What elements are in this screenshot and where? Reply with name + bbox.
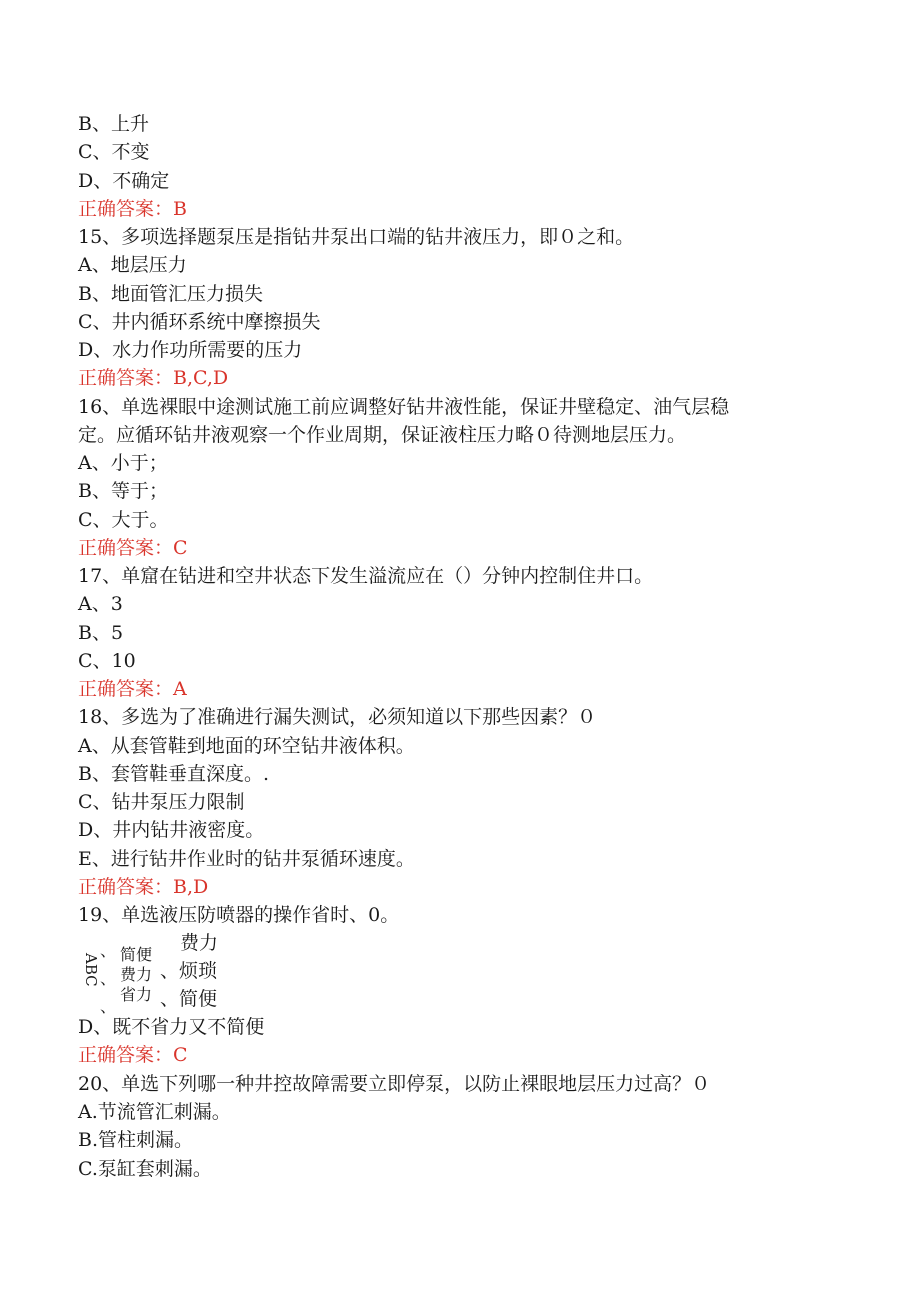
text-line: D、既不省力又不简便 xyxy=(78,1016,265,1038)
text-line: B、地面管汇压力损失 xyxy=(78,282,263,305)
garbled-big-1: 费力 xyxy=(180,932,219,954)
text-line: A.节流管汇刺漏。 xyxy=(78,1100,231,1123)
text-line: A、小于； xyxy=(78,452,168,474)
garbled-small-1: 简便 xyxy=(120,945,153,964)
garbled-comma-1: 、 xyxy=(100,941,117,960)
text-line: 18、多选为了准确进行漏失测试，必须知道以下那些因素？０ xyxy=(78,706,597,729)
answer-line: 正确答案：B,D xyxy=(78,875,209,898)
text-line: D、井内钻井液密度。 xyxy=(78,819,265,842)
text-line: B、等于； xyxy=(78,480,168,503)
text-line: A、地层压力 xyxy=(78,254,187,277)
text-line: B、套管鞋垂直深度。. xyxy=(78,762,270,785)
text-line: C、大于。 xyxy=(78,508,169,531)
text-line: E、进行钻井作业时的钻井泵循环速度。 xyxy=(78,847,415,870)
garbled-comma-2: 、 xyxy=(100,969,117,988)
answer-line: 正确答案：C xyxy=(78,1044,188,1067)
answer-line: 正确答案：A xyxy=(78,678,187,700)
text-line: B.管柱刺漏。 xyxy=(78,1129,194,1152)
text-line: A、从套管鞋到地面的环空钻井液体积。 xyxy=(78,734,415,757)
text-line: D、不确定 xyxy=(78,169,170,192)
options-letters: ABC xyxy=(82,953,100,987)
text-line: 16、单选裸眼中途测试施工前应调整好钻井液性能，保证井壁稳定、油气层稳 xyxy=(78,395,730,418)
garbled-big-2: 、烦琐 xyxy=(160,960,218,982)
garbled-big-3: 、简便 xyxy=(160,988,218,1010)
answer-line: 正确答案：C xyxy=(78,536,188,559)
text-line: C、钻井泵压力限制 xyxy=(78,791,245,813)
text-line: A、3 xyxy=(78,593,123,616)
answer-line: 正确答案：B xyxy=(78,197,187,220)
garbled-small-2: 费力 xyxy=(120,965,153,984)
text-line: D、水力作功所需要的压力 xyxy=(78,339,303,361)
answer-line: 正确答案：B,C,D xyxy=(78,367,229,390)
text-line: 15、多项选择题泵压是指钻井泵出口端的钻井液压力，即０之和。 xyxy=(78,226,635,248)
text-line: B、上升 xyxy=(78,113,149,135)
text-line: 17、单窟在钻进和空井状态下发生溢流应在（）分钟内控制住井口。 xyxy=(78,565,654,587)
garbled-small-3: 省力 xyxy=(120,985,153,1004)
text-line: B、5 xyxy=(78,621,124,644)
text-line: 19、单选液压防喷器的操作省时、0。 xyxy=(78,904,400,926)
text-line: 20、单选下列哪一种井控故障需要立即停泵，以防止裸眼地层压力过高？０ xyxy=(78,1072,711,1095)
text-line: C.泵缸套刺漏。 xyxy=(78,1157,212,1180)
garbled-comma-3: 、 xyxy=(100,997,117,1016)
text-line: C、不变 xyxy=(78,141,150,164)
text-line: 定。应循环钻井液观察一个作业周期，保证液柱压力略０待测地层压力。 xyxy=(78,423,687,446)
text-line: C、井内循环系统中摩擦损失 xyxy=(78,310,321,333)
text-line: C、10 xyxy=(78,649,136,672)
